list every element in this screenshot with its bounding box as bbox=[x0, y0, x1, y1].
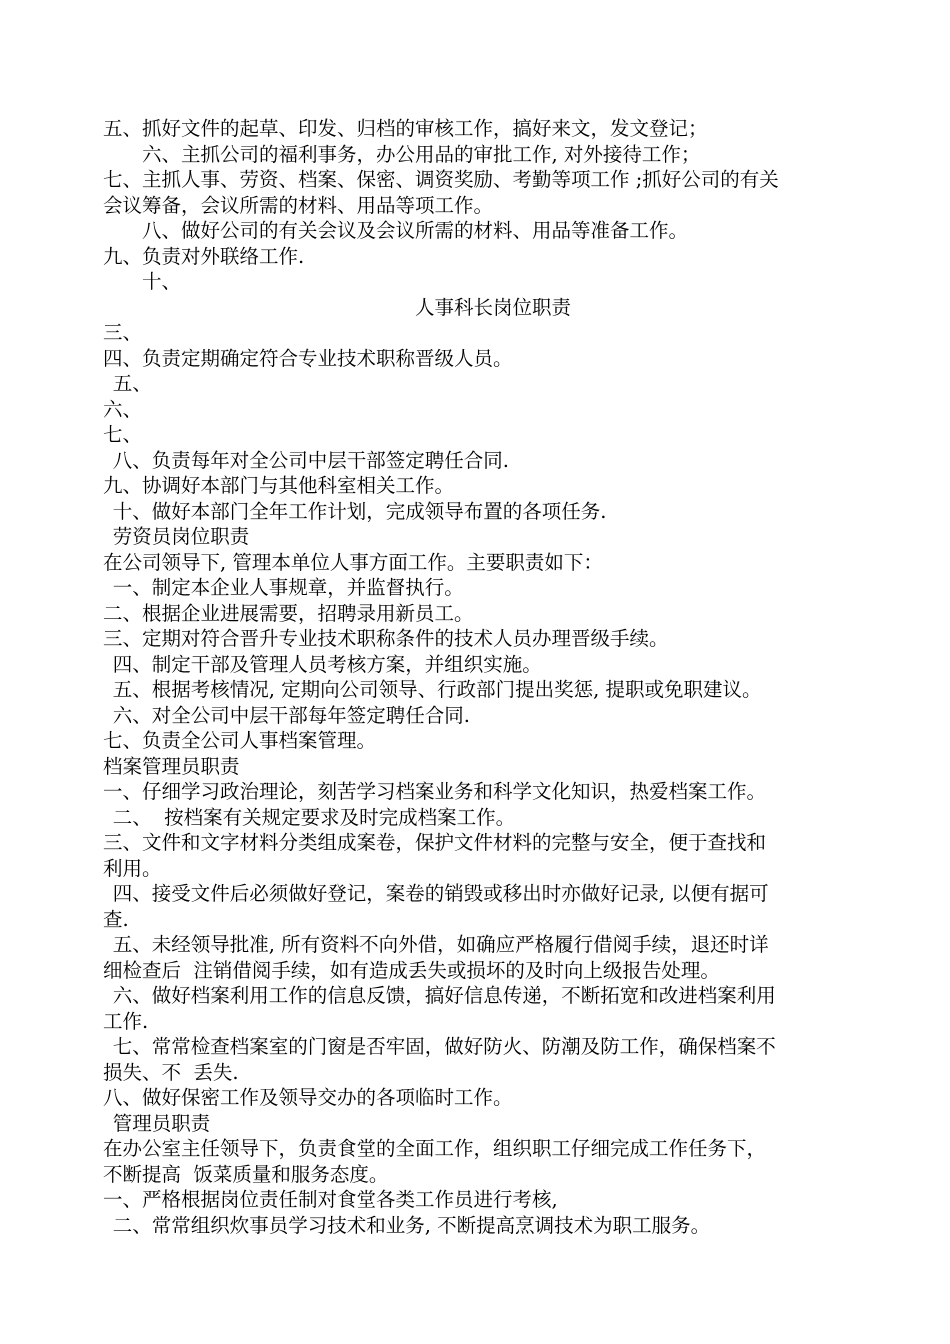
text-line: 细检查后 注销借阅手续，如有造成丢失或损坏的及时向上级报告处理。 bbox=[103, 958, 720, 982]
text-line: 劳资员岗位职责 bbox=[112, 525, 250, 548]
text-line: 八、做好公司的有关会议及会议所需的材料、用品等准备工作。 bbox=[142, 219, 689, 242]
text-line: 六、做好档案利用工作的信息反馈，搞好信息传递，不断拓宽和改进档案利用 bbox=[112, 984, 776, 1007]
text-line: 七、 bbox=[103, 423, 143, 446]
text-line: 五、未经领导批准, 所有资料不向外借，如确应严格履行借阅手续，退还时详 bbox=[112, 933, 769, 956]
text-line: 不断提高 饭菜质量和服务态度。 bbox=[103, 1162, 389, 1186]
text-line: 八、做好保密工作及领导交办的各项临时工作。 bbox=[103, 1086, 513, 1109]
text-line: 三、 bbox=[103, 321, 143, 344]
text-line: 五、根据考核情况, 定期向公司领导、行政部门提出奖惩, 提职或免职建议。 bbox=[112, 678, 762, 701]
text-line: 十、 bbox=[142, 270, 182, 293]
text-line: 管理员职责 bbox=[112, 1111, 211, 1135]
text-line: 六、主抓公司的福利事务，办公用品的审批工作, 对外接待工作； bbox=[142, 142, 701, 166]
text-line: 会议筹备，会议所需的材料、用品等项工作。 bbox=[103, 193, 494, 217]
text-line: 六、对全公司中层干部每年签定聘任合同. bbox=[112, 703, 470, 727]
text-line: 九、负责对外联络工作. bbox=[103, 244, 305, 268]
section-heading: 人事科长岗位职责 bbox=[414, 295, 571, 319]
text-line: 三、文件和文字材料分类组成案卷，保护文件材料的完整与安全，便于查找和 bbox=[103, 831, 767, 854]
text-line: 四、接受文件后必须做好登记，案卷的销毁或移出时亦做好记录, 以便有据可 bbox=[112, 882, 769, 905]
text-line: 查. bbox=[103, 907, 129, 931]
text-line: 八、负责每年对全公司中层干部签定聘任合同. bbox=[112, 448, 509, 472]
text-line: 在公司领导下, 管理本单位人事方面工作。主要职责如下： bbox=[103, 550, 603, 574]
text-line: 七、常常检查档案室的门窗是否牢固，做好防火、防潮及防工作，确保档案不 bbox=[112, 1035, 776, 1058]
text-line: 三、定期对符合晋升专业技术职称条件的技术人员办理晋级手续。 bbox=[103, 627, 669, 650]
text-line: 二、根据企业进展需要，招聘录用新员工。 bbox=[103, 601, 474, 625]
text-line: 七、负责全公司人事档案管理。 bbox=[103, 729, 377, 752]
text-line: 七、主抓人事、劳资、档案、保密、调资奖励、考勤等项工作 ;抓好公司的有关 bbox=[103, 168, 779, 191]
text-line: 六、 bbox=[103, 397, 143, 421]
text-line: 二、 按档案有关规定要求及时完成档案工作。 bbox=[112, 805, 516, 829]
text-line: 五、抓好文件的起草、印发、归档的审核工作，搞好来文，发文登记； bbox=[103, 117, 708, 140]
document-body bbox=[103, 116, 883, 1238]
text-line: 工作. bbox=[103, 1009, 149, 1033]
text-line: 一、严格根据岗位责任制对食堂各类工作员进行考核, bbox=[103, 1188, 558, 1211]
text-line: 五、 bbox=[112, 372, 152, 395]
text-line: 四、制定干部及管理人员考核方案，并组织实施。 bbox=[112, 652, 542, 676]
text-line: 档案管理员职责 bbox=[103, 754, 240, 778]
text-line: 在办公室主任领导下，负责食堂的全面工作，组织职工仔细完成工作任务下， bbox=[103, 1137, 767, 1160]
text-line: 一、制定本企业人事规章，并监督执行。 bbox=[112, 576, 464, 599]
text-line: 四、负责定期确定符合专业技术职称晋级人员。 bbox=[103, 346, 513, 370]
text-line: 损失、不 丢失. bbox=[103, 1060, 239, 1084]
text-line: 九、协调好本部门与其他科室相关工作。 bbox=[103, 474, 455, 497]
text-line: 二、常常组织炊事员学习技术和业务, 不断提高烹调技术为职工服务。 bbox=[112, 1213, 711, 1237]
text-line: 十、做好本部门全年工作计划，完成领导布置的各项任务. bbox=[112, 499, 607, 523]
text-line: 一、仔细学习政治理论，刻苦学习档案业务和科学文化知识，热爱档案工作。 bbox=[103, 780, 767, 803]
text-line: 利用。 bbox=[103, 856, 162, 880]
